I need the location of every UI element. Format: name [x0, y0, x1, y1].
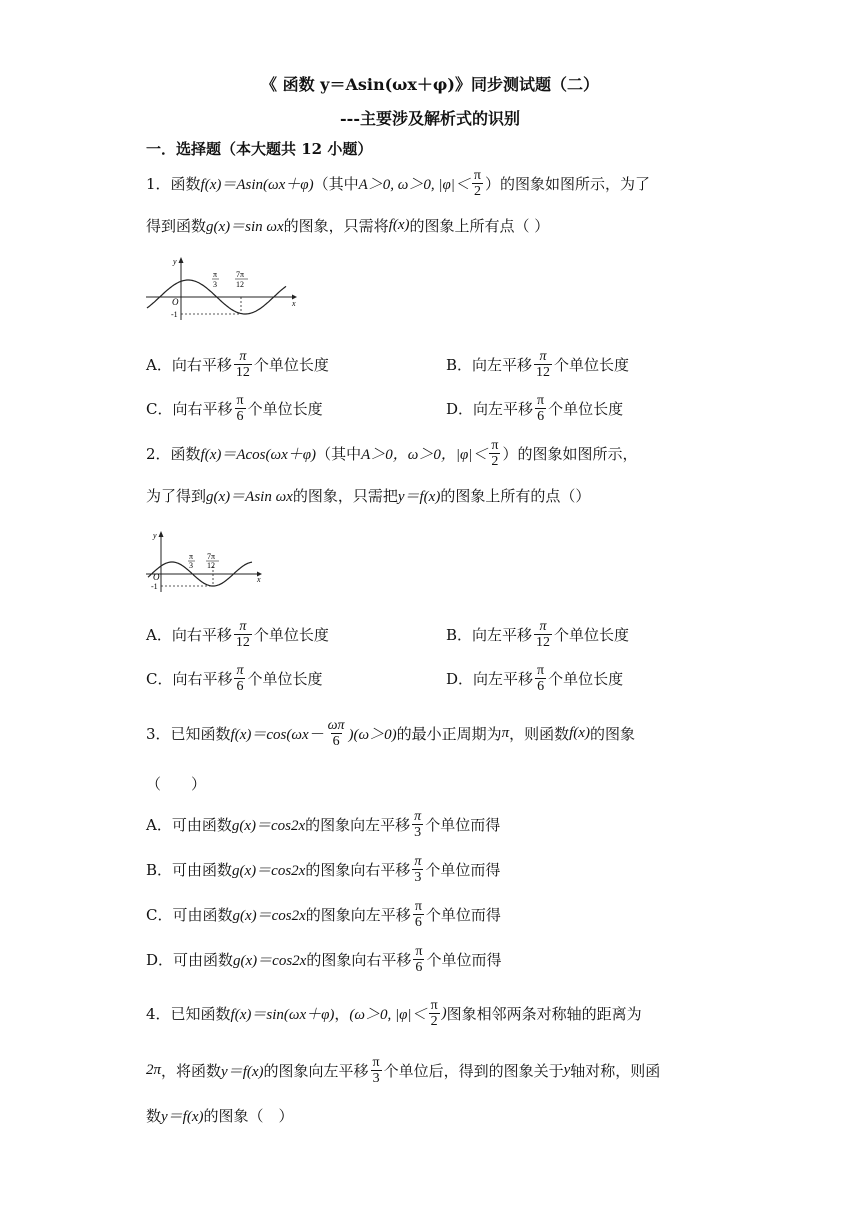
q2-stem-line1: [146, 436, 637, 470]
q2-target-function: g(x)＝Asin ωx: [206, 488, 293, 505]
q2-cond: A＞0，ω＞0，|φ|＜: [361, 446, 488, 463]
page-subtitle: ---主要涉及解析式的识别: [340, 109, 520, 128]
q4-cond-end: ): [441, 1004, 447, 1021]
q1-l2-text2: 的图象，只需将: [283, 216, 389, 235]
q4-cond-fraction: $\frac{\pi}{2}$: [430, 997, 438, 1029]
q2-pi3-den: 3: [189, 561, 193, 570]
q1-answer-paren: 的图象上所有点（ ）: [409, 216, 550, 235]
q3-phase-fraction: $\frac{\omega\pi}{6}$: [327, 717, 345, 749]
q2-neg1-label: -1: [151, 582, 158, 591]
q3-option-b[interactable]: B．可由函数 g(x)＝cos2x 的图象向右平移 $\frac{\pi}{3}$ 个单位而得: [146, 853, 501, 885]
q4-stem-line1: [146, 992, 642, 1034]
q4-number: 4．已知函数: [146, 1004, 231, 1023]
q2-7pi12-den: 12: [207, 561, 215, 570]
q1-stem-line2: [146, 212, 549, 238]
q1-target-function: g(x)＝sin ωx: [206, 218, 284, 235]
q1-pi3-den: 3: [213, 280, 217, 289]
q4-text2: ，将函数: [161, 1061, 222, 1080]
q4-text6: 数: [146, 1106, 162, 1125]
q1-number: 1．函数: [146, 174, 201, 193]
q3-text2: ，则函数: [509, 724, 570, 743]
page-title: 《 函数 y＝Asin(ωx＋φ)》同步测试题（二）: [261, 75, 599, 94]
q1-y-label: y: [173, 257, 177, 266]
q4-text4: 个单位后，得到的图象关于: [383, 1061, 564, 1080]
q1-7pi12-den: 12: [236, 280, 244, 289]
q1-x-label: x: [292, 299, 296, 308]
q2-cond-prefix: （其中: [316, 444, 362, 463]
q1-cond-fraction: $\frac{\pi}{2}$: [473, 167, 481, 199]
q3-f: f(x): [569, 724, 590, 741]
q1-y-arrow: [179, 257, 184, 263]
q4-comma: ，: [334, 1004, 350, 1023]
q3-option-d[interactable]: D．可由函数 g(x)＝cos2x 的图象向右平移 $\frac{\pi}{6}$ 个单位而得: [146, 943, 502, 975]
q1-pi3-num: π: [213, 270, 218, 279]
q2-f: y＝f(x): [397, 488, 441, 505]
q2-option-a[interactable]: A．向右平移 $\frac{\pi}{12}$ 个单位长度: [146, 618, 329, 650]
q1-option-b[interactable]: B．向左平移 $\frac{\pi}{12}$ 个单位长度: [446, 348, 630, 380]
q3-option-c[interactable]: C．可由函数 g(x)＝cos2x 的图象向左平移 $\frac{\pi}{6}$ 个单位而得: [146, 898, 501, 930]
q3-function-a: f(x)＝cos(ωx－: [230, 726, 324, 743]
q2-7pi12-num: 7π: [207, 552, 216, 561]
section-heading: 一．选择题（本大题共 12 小题）: [146, 140, 373, 158]
q4-answer-paren: 的图象（ ）: [203, 1106, 294, 1125]
q2-y-label: y: [153, 531, 157, 540]
q1-option-a[interactable]: A．向右平移 $\frac{\pi}{12}$ 个单位长度: [146, 348, 329, 380]
q3-period: π: [501, 724, 510, 741]
q2-stem-line2: [146, 482, 590, 508]
q2-option-b[interactable]: B．向左平移 $\frac{\pi}{12}$ 个单位长度: [446, 618, 630, 650]
q2-cond-fraction: $\frac{\pi}{2}$: [491, 437, 499, 469]
q1-l2-text: 得到函数: [146, 216, 207, 235]
q2-pi3-num: π: [189, 552, 194, 561]
q2-l2-text: 为了得到: [146, 486, 207, 505]
q2-cosine-graph: [144, 526, 264, 596]
q1-sine-graph: [144, 254, 298, 324]
q2-origin-label: O: [153, 572, 160, 582]
q2-l2-text2: 的图象，只需把: [292, 486, 398, 505]
q4-stem-line3: [146, 1102, 294, 1128]
q4-function: f(x)＝sin(ωx＋φ): [230, 1006, 335, 1023]
q4-cond: (ω＞0, |φ|＜: [349, 1006, 427, 1023]
q1-f: f(x): [388, 216, 410, 233]
q4-text1: 图象相邻两条对称轴的距离为: [446, 1004, 642, 1023]
q3-option-a[interactable]: A．可由函数 g(x)＝cos2x 的图象向左平移 $\frac{\pi}{3}$ 个单位而得: [146, 808, 501, 840]
q1-option-c[interactable]: C．向右平移 $\frac{\pi}{6}$ 个单位长度: [146, 392, 323, 424]
q4-text5: 轴对称，则函: [570, 1061, 661, 1080]
q3-number: 3．已知函数: [146, 724, 231, 743]
q2-answer-paren: 的图象上所有的点（）: [440, 486, 591, 505]
q4-distance: 2π: [146, 1061, 162, 1078]
q1-origin-label: O: [172, 297, 179, 307]
q1-stem-tail: ）的图象如图所示，为了: [484, 174, 650, 193]
q1-neg1-label: -1: [171, 310, 178, 319]
q2-x-label: x: [257, 575, 261, 584]
q3-stem-line1: [146, 712, 635, 754]
q4-text3: 的图象向左平移: [263, 1061, 369, 1080]
q4-shift-fraction: $\frac{\pi}{3}$: [372, 1054, 380, 1086]
q1-7pi12-num: 7π: [236, 270, 245, 279]
q1-cond: A＞0, ω＞0, |φ|＜: [358, 176, 470, 193]
q1-function: f(x)＝Asin(ωx＋φ): [200, 176, 314, 193]
q2-stem-tail: ）的图象如图所示，: [502, 444, 638, 463]
q2-number: 2．函数: [146, 444, 201, 463]
q4-y-axis: y: [563, 1061, 571, 1078]
q3-text3: 的图象: [589, 724, 635, 743]
q1-cond-prefix: （其中: [313, 174, 359, 193]
q3-text1: 的最小正周期为: [396, 724, 502, 743]
q3-answer-paren: （ ）: [146, 774, 207, 793]
q1-stem-line1: [146, 166, 650, 200]
q2-option-d[interactable]: D．向左平移 $\frac{\pi}{6}$ 个单位长度: [446, 662, 624, 694]
q3-function-b: )(ω＞0): [348, 726, 397, 743]
q2-function: f(x)＝Acos(ωx＋φ): [200, 446, 317, 463]
q4-stem-line2: [146, 1052, 660, 1088]
q2-y-arrow: [159, 531, 164, 537]
q4-f2: y＝f(x): [161, 1108, 204, 1125]
q4-f: y＝f(x): [221, 1063, 264, 1080]
q1-option-d[interactable]: D．向左平移 $\frac{\pi}{6}$ 个单位长度: [446, 392, 624, 424]
q2-option-c[interactable]: C．向右平移 $\frac{\pi}{6}$ 个单位长度: [146, 662, 323, 694]
